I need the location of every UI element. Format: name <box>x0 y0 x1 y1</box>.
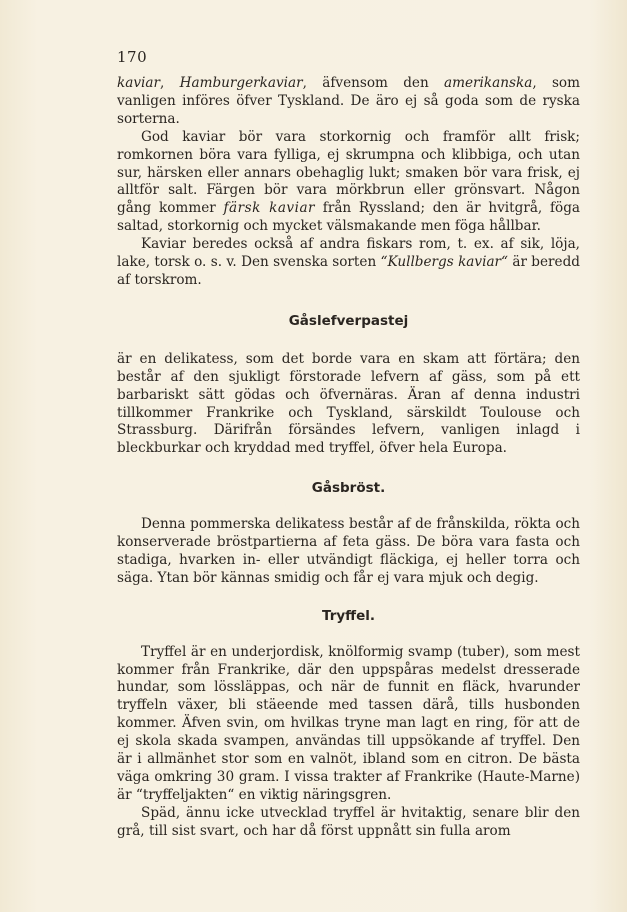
gaslefverpastej-paragraph: är en delikatess, som det borde vara en skam att förtära; den består af den sjukligt förstorade lefvern af gäss, som på ett barbariskt sätt gödas och öfvernäras. Äran af denna industri tillkommer Frankrike och Tyskland, särskildt Toulouse och Strassburg. Därifrån försändes lefvern, vanligen inlagd i bleckburkar och kryddad med tryffel, öfver hela Europa. <box>117 350 580 457</box>
section-heading-gasbrost: Gåsbröst. <box>311 480 386 497</box>
tryffel-paragraph-1: Tryffel är en underjordisk, knölformig svamp (tuber), som mest kommer från Frankrike, där den uppspåras medelst dresserade hundar, som lössläppas, och när de funnit en fläck, hvarunder tryffeln växer, bli stäeende med tassen därå, tills husbonden kommer. Äfven svin, om hvilkas tryne man lagt en ring, för att de ej skola skada svampen, användas till uppsökande af tryffel. Den är i allmänhet stor som en valnöt, ibland som en citron. De bästa väga omkring 30 gram. I vissa trakter af Frankrike (Haute-Marne) är “tryffeljakten“ en viktig näringsgren. <box>117 643 580 803</box>
tryffel-paragraph-2: Späd, ännu icke utvecklad tryffel är hvitaktig, senare blir den grå, till sist svart, och har då först uppnått sin fulla arom <box>117 804 580 839</box>
section-heading-tryffel: Tryffel. <box>321 607 376 624</box>
term-farsk-kaviar: färsk kaviar <box>223 200 316 217</box>
caviar-paragraph-continued: kaviar, Hamburgerkaviar, äfvensom den amerikanska, som vanligen införes öfver Tyskland. De äro ej så goda som de ryska sorterna. <box>117 75 580 127</box>
caviar-other-roe-paragraph: Kaviar beredes också af andra fiskars rom, t. ex. af sik, löja, lake, torsk o. s. v. Den svenska sorten “Kullbergs kaviar“ är beredd af torskrom. <box>117 236 580 288</box>
term-kullbergs-kaviar: “Kullbergs kaviar“ <box>380 254 508 271</box>
page-text <box>117 75 580 841</box>
term-kaviar: kaviar <box>117 75 160 91</box>
term-hamburgerkaviar: Hamburgerkaviar <box>179 75 303 91</box>
gasbrost-paragraph: Denna pommerska delikatess består af de frånskilda, rökta och konserverade bröstpartierna af feta gäss. De böra vara fasta och stadiga, hvarken in- eller utvändigt fläckiga, ej heller torra och säga. Ytan bör kännas smidig och får ej vara mjuk och degig. <box>117 516 580 586</box>
caviar-quality-paragraph: God kaviar bör vara storkornig och framför allt frisk; romkornen böra vara fylliga, ej skrumpna och klibbiga, och utan sur, härsken eller annars obehaglig lukt; smaken bör vara frisk, ej alltför salt. Färgen bör vara mörkbrun eller grönsvart. Någon gång kommer färsk kaviar från Ryssland; den är hvitgrå, föga saltad, storkornig och mycket välsmakande men föga hållbar. <box>117 128 581 235</box>
page-number: 170 <box>117 48 148 66</box>
section-heading-gaslefverpastej: Gåslefverpastej <box>288 312 409 329</box>
term-amerikanska: amerikanska <box>444 75 533 91</box>
